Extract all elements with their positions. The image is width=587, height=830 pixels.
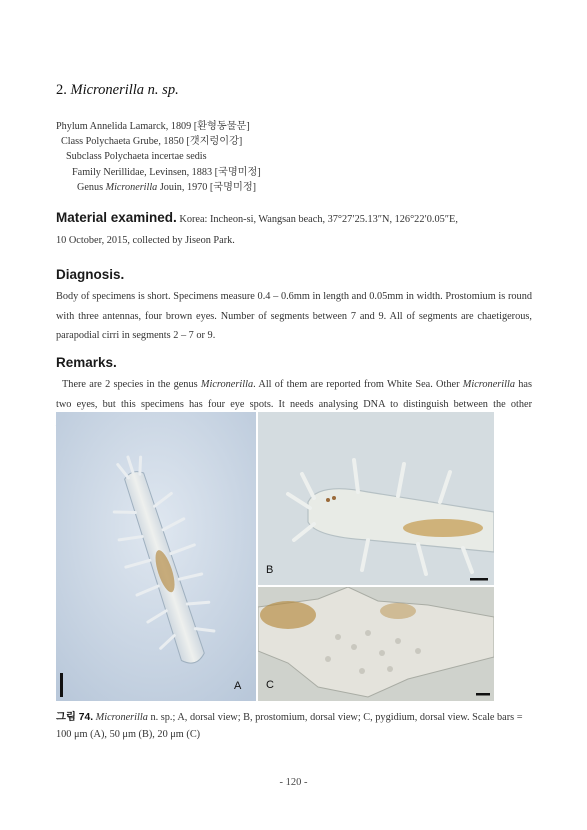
remarks-taxon: Micronerilla <box>200 379 254 390</box>
material-line2: 10 October, 2015, collected by Jiseon Park. <box>56 235 235 246</box>
taxonomy-genus <box>56 180 261 195</box>
taxonomy-phylum: Phylum Annelida Lamarck, 1809 [환형동물문] <box>56 121 250 132</box>
genus-name: Micronerilla <box>105 181 158 193</box>
material-examined <box>56 207 532 251</box>
caption-taxon: Micronerilla <box>95 712 148 723</box>
section-taxon-name: Micronerilla n. sp. <box>70 82 179 98</box>
taxonomy-class: Class Polychaeta Grube, 1850 [갯지렁이강] <box>61 136 243 148</box>
panel-b-photo <box>258 412 494 585</box>
section-title <box>56 82 179 99</box>
panel-a-label: A <box>234 680 242 692</box>
panel-c-photo <box>258 587 494 701</box>
taxonomy-subclass: Subclass Polychaeta incertae sedis <box>66 151 207 163</box>
figure-caption <box>56 709 536 743</box>
diagnosis-heading: Diagnosis. <box>56 267 125 282</box>
panel-c-label: C <box>266 679 274 691</box>
caption-text: n. sp.; A, dorsal view; B, prostomium, dorsal view; C, pygidium, dorsal view. Scale bars = 100 μm (A), 50 μm (B), 20 μm (C) <box>56 712 523 740</box>
remarks-part: . All of them are reported from White Sea. Other <box>253 379 463 390</box>
material-line1: Korea: Incheon-si, Wangsan beach, 37°27′25.13″N, 126°22′0.05″E, <box>179 214 458 225</box>
genus-prefix: Genus <box>77 181 106 193</box>
genus-author: Jouin, 1970 [국명미정] <box>157 181 257 193</box>
page-number: - 120 - <box>279 777 308 788</box>
panel-b-label: B <box>266 564 274 576</box>
remarks-part: There are 2 species in the genus <box>62 379 201 390</box>
diagnosis-text: Body of specimens is short. Specimens measure 0.4 – 0.6mm in length and 0.05mm in width. Prostomium is round with three antennas, four brown eyes. Number of segments between 7 and 9. All of segments are chaetigerous, parapodial cirri in segments 2 – 7 or 9. <box>56 291 532 341</box>
remarks-taxon: Micronerilla <box>462 379 516 390</box>
caption-label: 그림 74. <box>56 712 94 723</box>
remarks-heading: Remarks. <box>56 355 117 370</box>
taxonomy-family: Family Nerillidae, Levinsen, 1883 [국명미정] <box>72 166 261 178</box>
specimen-figure <box>56 412 494 701</box>
panel-a-photo <box>56 412 256 701</box>
material-heading: Material examined. <box>56 210 177 225</box>
remarks-part: has two eyes, but this specimens has four eye spots. It needs analysing DNA to distinguish between the other <box>56 379 532 410</box>
taxonomy-block <box>56 119 261 195</box>
section-number: 2. <box>56 82 67 98</box>
